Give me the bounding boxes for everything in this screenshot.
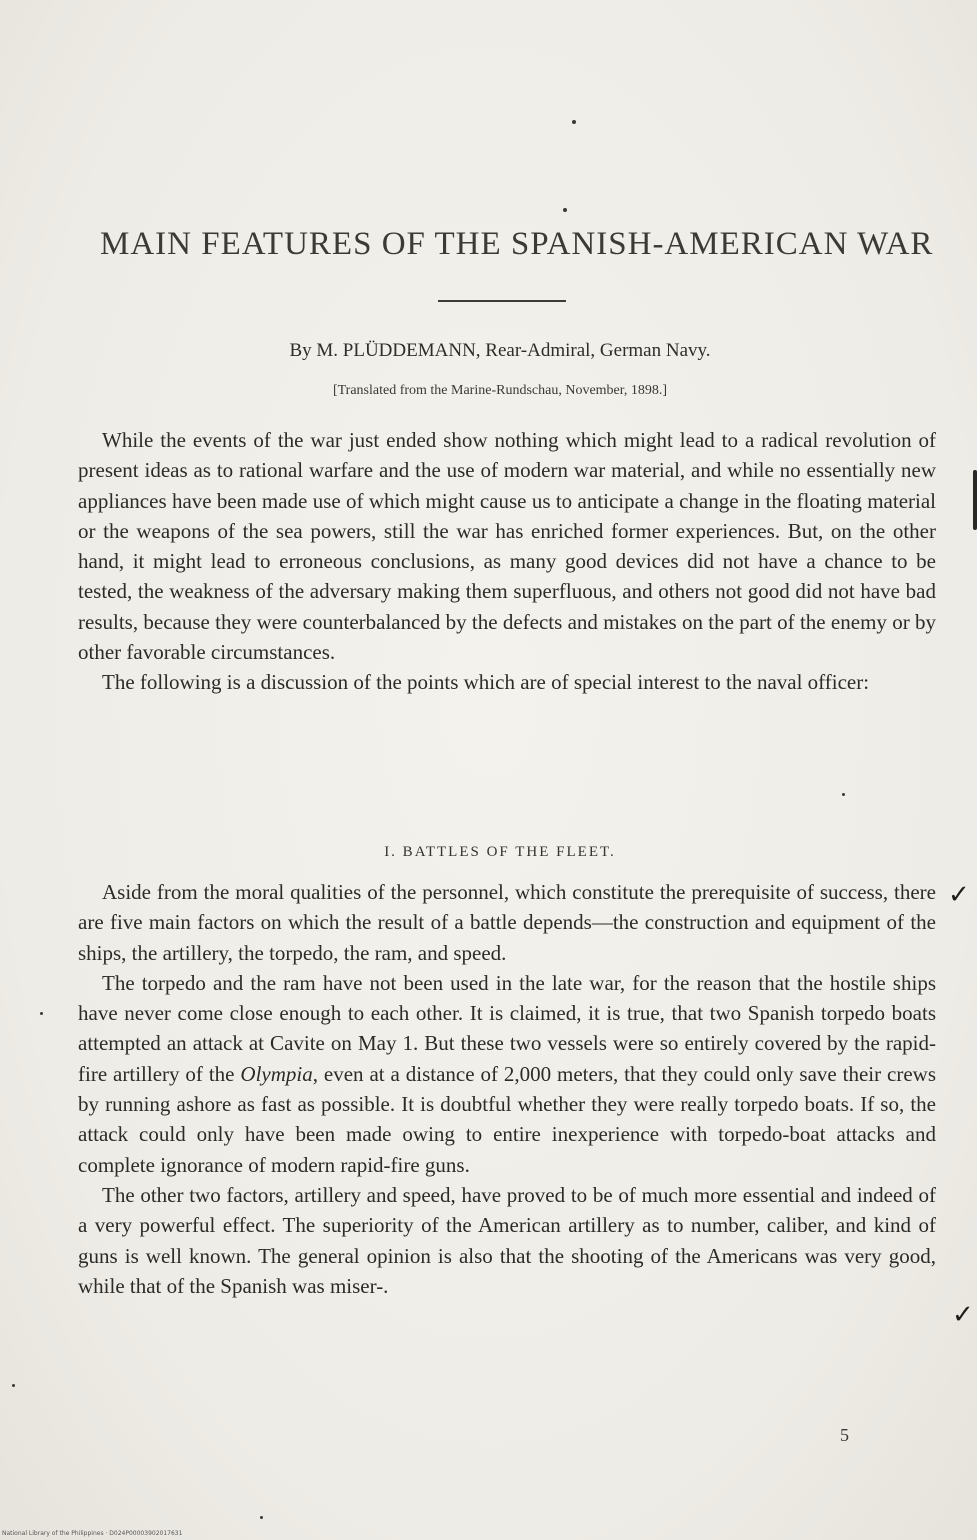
intro-paragraph-1: While the events of the war just ended show nothing which might lead to a radical revolution of present ideas as to rational warfare and the use of modern war material, and while no essentially new appliances have been made use of which might cause us to anticipate a change in the floating material or the weapons of the sea powers, still the war has enriched former experiences. But, on the other hand, it might lead to erroneous conclusions, as many good devices did not have a chance to be tested, the weakness of the adversary making them superfluous, and others not good did not have bad results, because they were counterbalanced by the defects and mistakes on the part of the enemy or by other favorable circumstances. — [78, 428, 936, 665]
ink-speck — [842, 793, 845, 796]
section-body — [78, 877, 936, 1301]
ship-name: Olympia — [240, 1061, 313, 1086]
section-paragraph-2 — [78, 968, 936, 1180]
ink-speck — [40, 1012, 43, 1015]
intro-paragraph-2: The following is a discussion of the points which are of special interest to the naval officer: — [102, 670, 870, 695]
margin-check-mark: ✓ — [952, 1300, 974, 1330]
translation-note: [Translated from the Marine-Rundschau, November, 1898.] — [332, 383, 668, 398]
archive-footer-label: National Library of the Philippines · D024P00003902017631 — [2, 1530, 183, 1537]
ink-speck — [572, 120, 576, 124]
section-paragraph-3: The other two factors, artillery and speed, have proved to be of much more essential and indeed of a very powerful effect. The superiority of the American artillery as to number, caliber, and kind of guns is well known. The general opinion is also that the shooting of the Americans was very good, while that of the Spanish was miser-. — [78, 1182, 936, 1298]
section-paragraph-1: Aside from the moral qualities of the personnel, which constitute the prerequisite of success, there are five main factors on which the result of a battle depends—the construction and equipment of the ships, the artillery, the torpedo, the ram, and speed. — [78, 880, 936, 965]
ink-speck — [12, 1384, 15, 1387]
section-heading: I. BATTLES OF THE FLEET. — [384, 844, 616, 860]
ink-speck — [260, 1516, 263, 1519]
article-byline: By M. PLÜDDEMANN, Rear-Admiral, German Navy. — [289, 340, 711, 361]
paragraph-text: The torpedo and the ram have not been used in the late war, for the reason that the hostile ships have never come close enough to each other. It is claimed, it is true, that two Spanish torpedo boats attempted an attack at Cavite on May 1. But these two vessels were so entirely covered by the rapid-fire artillery of the — [78, 970, 936, 1086]
margin-check-mark: ✓ — [948, 880, 970, 910]
ink-speck — [563, 208, 567, 212]
page-number: 5 — [840, 1425, 849, 1445]
paragraph-text: , even at a distance of 2,000 meters, that they could only save their crews by running ashore as fast as possible. It is doubtful whether they were really torpedo boats. If so, the attack could only have been made owing to entire inexperience with torpedo-boat attacks and complete ignorance of modern rapid-fire guns. — [78, 1061, 937, 1177]
page-edge-mark — [973, 470, 977, 530]
intro-body — [78, 425, 936, 698]
title-rule — [438, 300, 566, 302]
article-title: MAIN FEATURES OF THE SPANISH-AMERICAN WAR — [100, 226, 934, 262]
